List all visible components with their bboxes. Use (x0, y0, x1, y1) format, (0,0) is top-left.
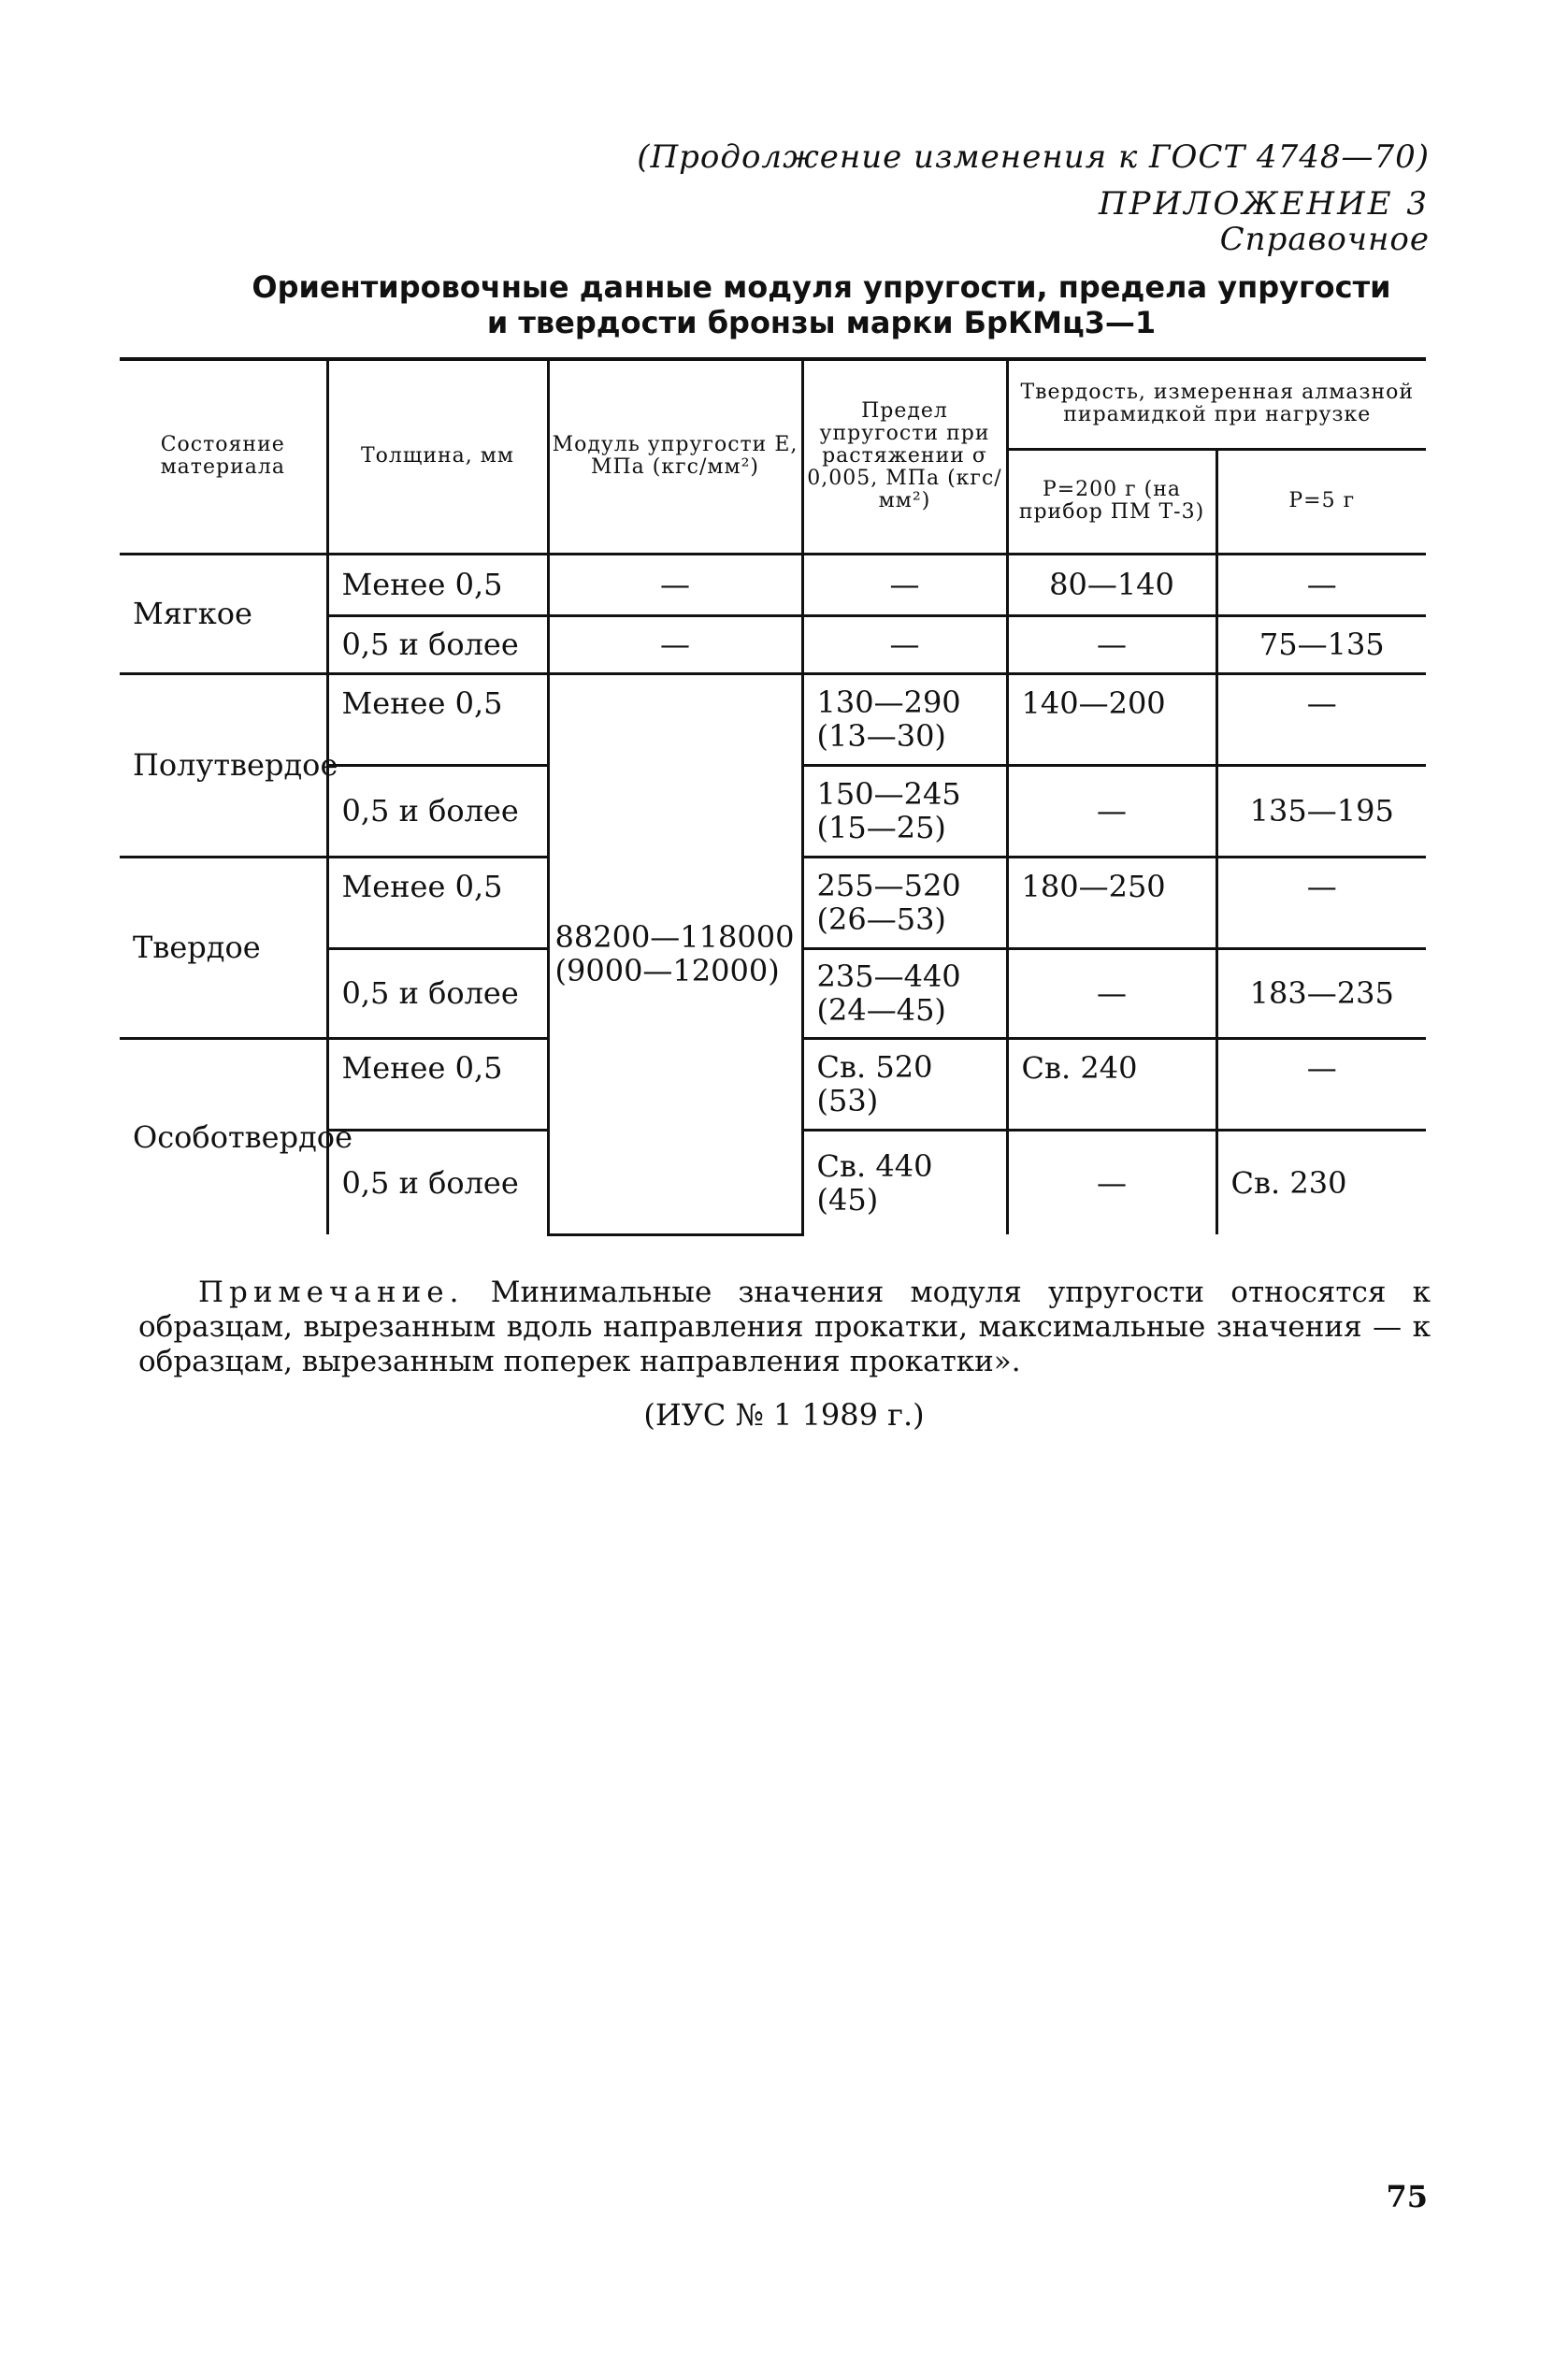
table-row (120, 673, 1426, 765)
p200-cell: 140—200 (1007, 673, 1216, 765)
limit-cell (802, 1130, 1007, 1234)
p5-cell: — (1216, 857, 1426, 948)
limit-cell (802, 673, 1007, 765)
limit-mpa: 255—520 (816, 868, 961, 903)
header-hardness: Твердость, измеренная алмазной пирамидкой при нагрузке (1007, 359, 1426, 449)
header-p5: Р=5 г (1216, 449, 1426, 554)
thickness-cell: 0,5 и более (327, 765, 548, 857)
p200-cell: — (1007, 1130, 1216, 1234)
table-row (120, 554, 1426, 615)
limit-kgf: (26—53) (816, 901, 946, 937)
appendix-label: ПРИЛОЖЕНИЕ 3 (1098, 185, 1430, 223)
table-title-line2: и твердости бронзы марки БрКМц3—1 (486, 305, 1157, 340)
modulus-cell: — (548, 554, 802, 615)
p5-cell: — (1216, 554, 1426, 615)
p5-cell: — (1216, 673, 1426, 765)
header-state: Состояние материала (120, 359, 327, 554)
limit-mpa: 150—245 (816, 776, 961, 812)
source-reference: (ИУС № 1 1989 г.) (643, 1397, 925, 1433)
limit-cell: — (802, 615, 1007, 673)
p200-cell: — (1007, 765, 1216, 857)
table-note (138, 1276, 1431, 1379)
limit-cell: — (802, 554, 1007, 615)
limit-kgf: (45) (816, 1181, 879, 1218)
page-number: 75 (1386, 2179, 1428, 2214)
note-lead: Примечание. (198, 1276, 465, 1309)
table-title-line1: Ориентировочные данные модуля упругости, предела упругости (252, 269, 1391, 305)
state-cell: Особотвердое (133, 1118, 352, 1155)
modulus-value-kgf: (9000—12000) (554, 953, 780, 988)
limit-cell (802, 765, 1007, 857)
limit-mpa: 235—440 (816, 959, 961, 994)
header-limit: Предел упругости при растяжении σ 0,005, МПа (кгс/мм²) (802, 359, 1007, 554)
properties-table (120, 357, 1426, 1236)
p5-cell: 183—235 (1216, 948, 1426, 1038)
limit-mpa: Св. 520 (816, 1049, 933, 1085)
header-modulus: Модуль упругости Е, МПа (кгс/мм²) (548, 359, 802, 554)
state-cell: Полутвердое (120, 673, 327, 857)
thickness-cell: Менее 0,5 (327, 857, 548, 948)
modulus-cell: — (548, 615, 802, 673)
p5-cell: — (1216, 1038, 1426, 1130)
state-cell: Мягкое (120, 554, 327, 673)
thickness-cell: Менее 0,5 (327, 554, 548, 615)
limit-kgf: (15—25) (816, 810, 946, 845)
state-cell: Твердое (120, 857, 327, 1038)
note-text: Минимальные значения модуля упругости относятся к образцам, вырезанным вдоль направления прокатки, максимальные значения — к образцам, вырезанным поперек направления прокатки». (138, 1276, 1431, 1378)
p200-cell: — (1007, 948, 1216, 1038)
limit-cell (802, 857, 1007, 948)
limit-mpa: Св. 440 (816, 1147, 933, 1184)
limit-kgf: (13—30) (816, 718, 946, 754)
modulus-merged-cell (548, 673, 802, 1234)
thickness-cell: Менее 0,5 (327, 1038, 548, 1130)
header-thickness: Толщина, мм (327, 359, 548, 554)
thickness-cell: 0,5 и более (327, 1130, 548, 1234)
p5-cell: 75—135 (1216, 615, 1426, 673)
p200-cell: 80—140 (1007, 554, 1216, 615)
thickness-cell: Менее 0,5 (327, 673, 548, 765)
header-p200: Р=200 г (на прибор ПМ Т-3) (1007, 449, 1216, 554)
thickness-cell: 0,5 и более (327, 948, 548, 1038)
reference-label: Справочное (1219, 221, 1430, 258)
thickness-cell: 0,5 и более (327, 615, 548, 673)
p200-cell: Св. 240 (1007, 1038, 1216, 1130)
limit-cell (802, 948, 1007, 1038)
p5-cell: 135—195 (1216, 765, 1426, 857)
limit-cell (802, 1038, 1007, 1130)
modulus-value: 88200—118000 (554, 919, 795, 955)
p5-cell: Св. 230 (1216, 1130, 1426, 1234)
p200-cell: — (1007, 615, 1216, 673)
p200-cell: 180—250 (1007, 857, 1216, 948)
limit-mpa: 130—290 (816, 685, 961, 720)
continuation-header: (Продолжение изменения к ГОСТ 4748—70) (637, 138, 1430, 176)
limit-kgf: (53) (816, 1083, 879, 1118)
limit-kgf: (24—45) (816, 992, 946, 1028)
